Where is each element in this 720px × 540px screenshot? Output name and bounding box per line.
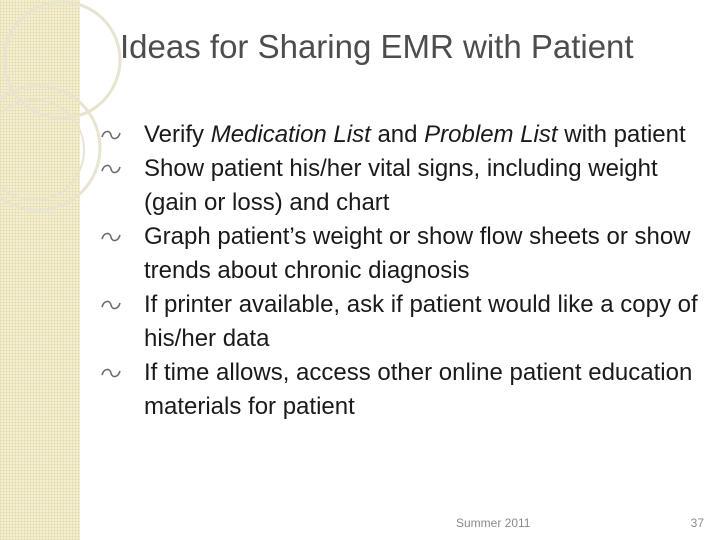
bullet-text: Verify xyxy=(144,121,211,148)
bullet-emphasis: Problem List xyxy=(424,121,558,148)
bullet-text: Show patient his/her vital signs, including weight (gain or loss) and chart xyxy=(144,155,658,216)
curl-bullet-icon xyxy=(100,128,122,142)
curl-bullet-icon xyxy=(100,366,122,380)
bullet-item xyxy=(100,288,700,356)
curl-bullet-icon xyxy=(100,298,122,312)
bullet-item xyxy=(100,152,700,220)
bullet-text: with patient xyxy=(557,121,686,148)
bullet-list xyxy=(100,118,700,424)
curl-bullet-icon xyxy=(100,230,122,244)
bullet-text: If printer available, ask if patient would like a copy of his/her data xyxy=(144,291,698,352)
bullet-emphasis: Medication List xyxy=(210,121,371,148)
bullet-text: Graph patient’s weight or show flow sheets or show trends about chronic diagnosis xyxy=(144,223,691,284)
bullet-item xyxy=(100,356,700,424)
page-number: 37 xyxy=(690,516,704,530)
curl-bullet-icon xyxy=(100,162,122,176)
bullet-item xyxy=(100,118,700,152)
slide-title: Ideas for Sharing EMR with Patient xyxy=(120,28,634,65)
bullet-item xyxy=(100,220,700,288)
bullet-text: and xyxy=(370,121,425,148)
footer-text: Summer 2011 xyxy=(456,516,531,530)
bullet-text: If time allows, access other online patient education materials for patient xyxy=(144,359,693,420)
